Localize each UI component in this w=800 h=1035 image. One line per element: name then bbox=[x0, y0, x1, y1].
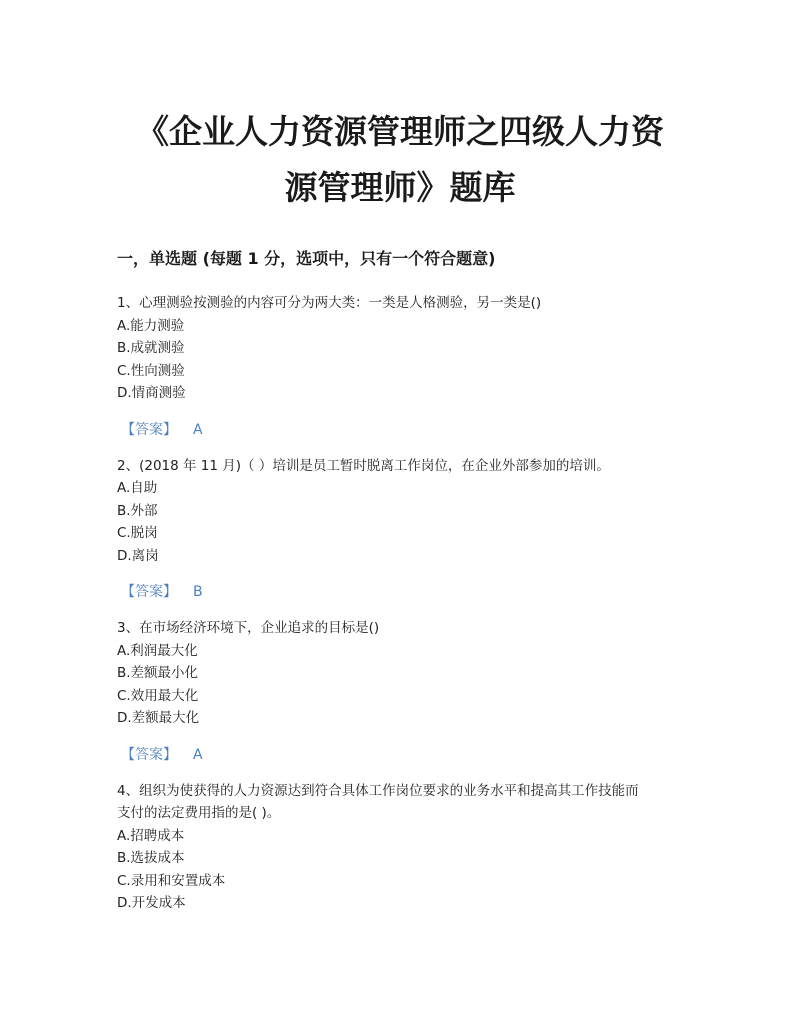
question-stem: 1、心理测验按测验的内容可分为两大类：一类是人格测验，另一类是() bbox=[117, 295, 542, 311]
option-c: C.性向测验 bbox=[117, 362, 185, 379]
option-b: B.外部 bbox=[117, 502, 158, 519]
option-a: A.利润最大化 bbox=[117, 642, 198, 659]
question-4 bbox=[117, 780, 687, 915]
option-b: B.成就测验 bbox=[117, 340, 185, 356]
question-2 bbox=[117, 455, 687, 604]
option-c: C.录用和安置成本 bbox=[117, 872, 226, 889]
question-list bbox=[117, 292, 687, 915]
section-heading: 一，单选题 (每题 1 分，选项中，只有一个符合题意) bbox=[117, 249, 496, 268]
option-c: C.脱岗 bbox=[117, 525, 158, 541]
option-d: D.离岗 bbox=[117, 547, 159, 564]
answer-line bbox=[121, 744, 687, 766]
answer-value: A bbox=[193, 421, 203, 438]
answer-label: 【答案】 bbox=[121, 584, 177, 600]
answer-line bbox=[121, 581, 687, 603]
answer-line bbox=[121, 419, 687, 441]
question-stem-line-2: 支付的法定费用指的是( )。 bbox=[117, 805, 281, 821]
title-line-2: 源管理师》题库 bbox=[284, 168, 516, 207]
option-a: A.能力测验 bbox=[117, 317, 185, 334]
answer-label: 【答案】 bbox=[121, 746, 177, 763]
option-c: C.效用最大化 bbox=[117, 687, 199, 704]
option-d: D.开发成本 bbox=[117, 895, 186, 911]
answer-label: 【答案】 bbox=[121, 421, 177, 438]
answer-value: B bbox=[193, 584, 203, 600]
option-d: D.差额最大化 bbox=[117, 710, 200, 726]
answer-value: A bbox=[193, 746, 203, 763]
question-1 bbox=[117, 292, 687, 441]
option-b: B.差额最小化 bbox=[117, 665, 199, 681]
option-d: D.情商测验 bbox=[117, 385, 186, 401]
title-line-1: 《企业人力资源管理师之四级人力资 bbox=[136, 112, 664, 151]
question-stem: 3、在市场经济环境下，企业追求的目标是() bbox=[117, 620, 380, 636]
question-stem-line-1: 4、组织为使获得的人力资源达到符合具体工作岗位要求的业务水平和提高其工作技能而 bbox=[117, 782, 639, 799]
question-3 bbox=[117, 617, 687, 766]
document-title bbox=[100, 104, 700, 216]
option-b: B.选拔成本 bbox=[117, 850, 185, 866]
option-a: A.招聘成本 bbox=[117, 827, 185, 844]
question-stem: 2、(2018 年 11 月)（ ）培训是员工暂时脱离工作岗位，在企业外部参加的培训。 bbox=[117, 457, 610, 474]
option-a: A.自助 bbox=[117, 480, 158, 496]
